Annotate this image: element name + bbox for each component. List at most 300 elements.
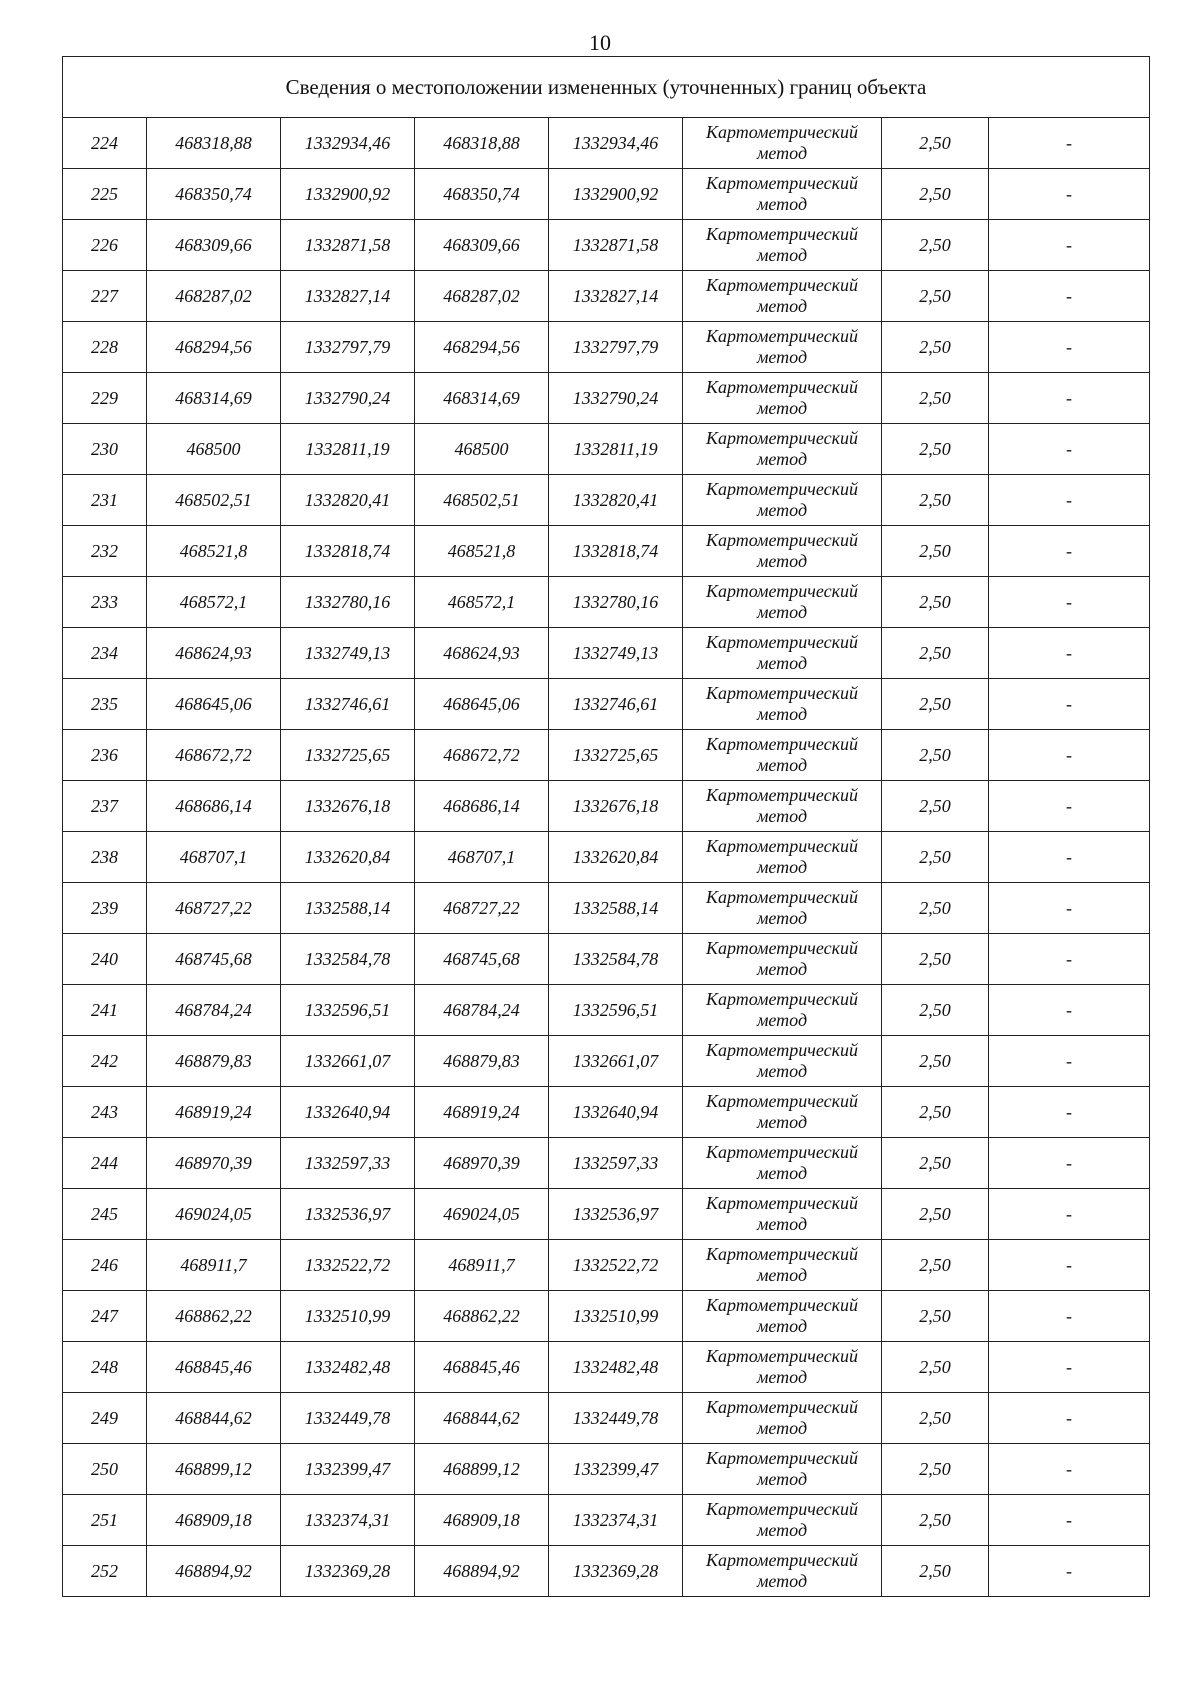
existing-x-coordinate: 468784,24 xyxy=(147,985,281,1036)
method-line-1: Картометрический xyxy=(705,1499,858,1519)
existing-y-coordinate: 1332588,14 xyxy=(281,883,415,934)
point-number: 233 xyxy=(63,577,147,628)
table-row xyxy=(63,730,1150,781)
refined-y-coordinate: 1332597,33 xyxy=(549,1138,683,1189)
refined-x-coordinate: 468919,24 xyxy=(415,1087,549,1138)
determination-method xyxy=(683,730,882,781)
refined-y-coordinate: 1332596,51 xyxy=(549,985,683,1036)
method-line-2: метод xyxy=(756,1112,808,1132)
accuracy-value: 2,50 xyxy=(882,1342,989,1393)
refined-x-coordinate: 468314,69 xyxy=(415,373,549,424)
point-number: 244 xyxy=(63,1138,147,1189)
note-cell: - xyxy=(989,985,1150,1036)
table-row xyxy=(63,1087,1150,1138)
table-body xyxy=(63,118,1150,1597)
note-cell: - xyxy=(989,781,1150,832)
accuracy-value: 2,50 xyxy=(882,1036,989,1087)
determination-method xyxy=(683,781,882,832)
existing-x-coordinate: 468686,14 xyxy=(147,781,281,832)
existing-x-coordinate: 468909,18 xyxy=(147,1495,281,1546)
determination-method xyxy=(683,1342,882,1393)
refined-x-coordinate: 468844,62 xyxy=(415,1393,549,1444)
existing-y-coordinate: 1332449,78 xyxy=(281,1393,415,1444)
determination-method xyxy=(683,1240,882,1291)
note-cell: - xyxy=(989,577,1150,628)
accuracy-value: 2,50 xyxy=(882,1087,989,1138)
existing-y-coordinate: 1332640,94 xyxy=(281,1087,415,1138)
refined-x-coordinate: 468727,22 xyxy=(415,883,549,934)
existing-y-coordinate: 1332827,14 xyxy=(281,271,415,322)
determination-method xyxy=(683,832,882,883)
method-line-2: метод xyxy=(756,551,808,571)
point-number: 225 xyxy=(63,169,147,220)
note-cell: - xyxy=(989,1138,1150,1189)
table-row xyxy=(63,1546,1150,1597)
refined-y-coordinate: 1332818,74 xyxy=(549,526,683,577)
method-line-1: Картометрический xyxy=(705,1091,858,1111)
existing-y-coordinate: 1332620,84 xyxy=(281,832,415,883)
refined-x-coordinate: 468970,39 xyxy=(415,1138,549,1189)
note-cell: - xyxy=(989,1087,1150,1138)
method-line-2: метод xyxy=(756,908,808,928)
refined-x-coordinate: 468784,24 xyxy=(415,985,549,1036)
method-line-1: Картометрический xyxy=(705,1448,858,1468)
method-line-2: метод xyxy=(756,1010,808,1030)
accuracy-value: 2,50 xyxy=(882,322,989,373)
refined-y-coordinate: 1332620,84 xyxy=(549,832,683,883)
point-number: 252 xyxy=(63,1546,147,1597)
existing-y-coordinate: 1332820,41 xyxy=(281,475,415,526)
method-line-1: Картометрический xyxy=(705,122,858,142)
existing-x-coordinate: 468318,88 xyxy=(147,118,281,169)
refined-y-coordinate: 1332640,94 xyxy=(549,1087,683,1138)
determination-method xyxy=(683,526,882,577)
point-number: 241 xyxy=(63,985,147,1036)
existing-y-coordinate: 1332746,61 xyxy=(281,679,415,730)
point-number: 240 xyxy=(63,934,147,985)
refined-x-coordinate: 468707,1 xyxy=(415,832,549,883)
method-line-2: метод xyxy=(756,1061,808,1081)
table-row xyxy=(63,628,1150,679)
existing-y-coordinate: 1332399,47 xyxy=(281,1444,415,1495)
refined-y-coordinate: 1332827,14 xyxy=(549,271,683,322)
note-cell: - xyxy=(989,1342,1150,1393)
method-line-1: Картометрический xyxy=(705,581,858,601)
refined-x-coordinate: 468521,8 xyxy=(415,526,549,577)
note-cell: - xyxy=(989,373,1150,424)
refined-x-coordinate: 468745,68 xyxy=(415,934,549,985)
determination-method xyxy=(683,475,882,526)
table-row xyxy=(63,1444,1150,1495)
table-row xyxy=(63,1138,1150,1189)
table-row xyxy=(63,985,1150,1036)
table-row xyxy=(63,1036,1150,1087)
existing-x-coordinate: 468645,06 xyxy=(147,679,281,730)
determination-method xyxy=(683,1138,882,1189)
note-cell: - xyxy=(989,220,1150,271)
existing-x-coordinate: 468894,92 xyxy=(147,1546,281,1597)
determination-method xyxy=(683,934,882,985)
accuracy-value: 2,50 xyxy=(882,526,989,577)
note-cell: - xyxy=(989,271,1150,322)
determination-method xyxy=(683,883,882,934)
determination-method xyxy=(683,271,882,322)
method-line-1: Картометрический xyxy=(705,632,858,652)
point-number: 232 xyxy=(63,526,147,577)
point-number: 239 xyxy=(63,883,147,934)
method-line-1: Картометрический xyxy=(705,530,858,550)
point-number: 249 xyxy=(63,1393,147,1444)
method-line-2: метод xyxy=(756,806,808,826)
note-cell: - xyxy=(989,934,1150,985)
method-line-2: метод xyxy=(756,959,808,979)
accuracy-value: 2,50 xyxy=(882,1393,989,1444)
table-row xyxy=(63,271,1150,322)
refined-x-coordinate: 468911,7 xyxy=(415,1240,549,1291)
existing-y-coordinate: 1332522,72 xyxy=(281,1240,415,1291)
accuracy-value: 2,50 xyxy=(882,118,989,169)
accuracy-value: 2,50 xyxy=(882,475,989,526)
table-row xyxy=(63,781,1150,832)
note-cell: - xyxy=(989,1495,1150,1546)
existing-x-coordinate: 468745,68 xyxy=(147,934,281,985)
refined-x-coordinate: 468645,06 xyxy=(415,679,549,730)
existing-y-coordinate: 1332510,99 xyxy=(281,1291,415,1342)
note-cell: - xyxy=(989,679,1150,730)
refined-x-coordinate: 468318,88 xyxy=(415,118,549,169)
method-line-1: Картометрический xyxy=(705,938,858,958)
table-row xyxy=(63,1291,1150,1342)
refined-x-coordinate: 469024,05 xyxy=(415,1189,549,1240)
note-cell: - xyxy=(989,526,1150,577)
table-row xyxy=(63,1495,1150,1546)
method-line-2: метод xyxy=(756,449,808,469)
existing-x-coordinate: 468294,56 xyxy=(147,322,281,373)
method-line-1: Картометрический xyxy=(705,326,858,346)
determination-method xyxy=(683,373,882,424)
refined-y-coordinate: 1332588,14 xyxy=(549,883,683,934)
refined-x-coordinate: 468350,74 xyxy=(415,169,549,220)
method-line-2: метод xyxy=(756,245,808,265)
existing-x-coordinate: 468727,22 xyxy=(147,883,281,934)
determination-method xyxy=(683,1546,882,1597)
determination-method xyxy=(683,1393,882,1444)
refined-x-coordinate: 468672,72 xyxy=(415,730,549,781)
note-cell: - xyxy=(989,883,1150,934)
determination-method xyxy=(683,1189,882,1240)
point-number: 242 xyxy=(63,1036,147,1087)
note-cell: - xyxy=(989,322,1150,373)
method-line-2: метод xyxy=(756,1469,808,1489)
method-line-2: метод xyxy=(756,194,808,214)
note-cell: - xyxy=(989,424,1150,475)
accuracy-value: 2,50 xyxy=(882,271,989,322)
accuracy-value: 2,50 xyxy=(882,424,989,475)
method-line-2: метод xyxy=(756,398,808,418)
table-row xyxy=(63,424,1150,475)
refined-y-coordinate: 1332797,79 xyxy=(549,322,683,373)
method-line-1: Картометрический xyxy=(705,734,858,754)
existing-x-coordinate: 468500 xyxy=(147,424,281,475)
refined-x-coordinate: 468294,56 xyxy=(415,322,549,373)
existing-y-coordinate: 1332871,58 xyxy=(281,220,415,271)
determination-method xyxy=(683,1087,882,1138)
method-line-1: Картометрический xyxy=(705,275,858,295)
point-number: 248 xyxy=(63,1342,147,1393)
refined-y-coordinate: 1332676,18 xyxy=(549,781,683,832)
note-cell: - xyxy=(989,1291,1150,1342)
determination-method xyxy=(683,424,882,475)
refined-x-coordinate: 468845,46 xyxy=(415,1342,549,1393)
method-line-2: метод xyxy=(756,1163,808,1183)
refined-y-coordinate: 1332790,24 xyxy=(549,373,683,424)
refined-y-coordinate: 1332780,16 xyxy=(549,577,683,628)
note-cell: - xyxy=(989,628,1150,679)
note-cell: - xyxy=(989,1546,1150,1597)
method-line-1: Картометрический xyxy=(705,989,858,1009)
method-line-1: Картометрический xyxy=(705,1193,858,1213)
accuracy-value: 2,50 xyxy=(882,832,989,883)
existing-x-coordinate: 468314,69 xyxy=(147,373,281,424)
existing-y-coordinate: 1332934,46 xyxy=(281,118,415,169)
method-line-2: метод xyxy=(756,1367,808,1387)
note-cell: - xyxy=(989,475,1150,526)
accuracy-value: 2,50 xyxy=(882,1189,989,1240)
determination-method xyxy=(683,985,882,1036)
method-line-2: метод xyxy=(756,602,808,622)
refined-y-coordinate: 1332369,28 xyxy=(549,1546,683,1597)
point-number: 251 xyxy=(63,1495,147,1546)
method-line-1: Картометрический xyxy=(705,377,858,397)
determination-method xyxy=(683,220,882,271)
accuracy-value: 2,50 xyxy=(882,220,989,271)
table-row xyxy=(63,169,1150,220)
point-number: 230 xyxy=(63,424,147,475)
refined-x-coordinate: 468500 xyxy=(415,424,549,475)
point-number: 246 xyxy=(63,1240,147,1291)
refined-x-coordinate: 468909,18 xyxy=(415,1495,549,1546)
refined-x-coordinate: 468309,66 xyxy=(415,220,549,271)
existing-x-coordinate: 468502,51 xyxy=(147,475,281,526)
refined-x-coordinate: 468862,22 xyxy=(415,1291,549,1342)
note-cell: - xyxy=(989,832,1150,883)
note-cell: - xyxy=(989,1444,1150,1495)
refined-y-coordinate: 1332811,19 xyxy=(549,424,683,475)
method-line-1: Картометрический xyxy=(705,1142,858,1162)
refined-x-coordinate: 468572,1 xyxy=(415,577,549,628)
existing-x-coordinate: 468911,7 xyxy=(147,1240,281,1291)
determination-method xyxy=(683,169,882,220)
table-row xyxy=(63,1393,1150,1444)
refined-y-coordinate: 1332449,78 xyxy=(549,1393,683,1444)
determination-method xyxy=(683,679,882,730)
refined-y-coordinate: 1332749,13 xyxy=(549,628,683,679)
method-line-1: Картометрический xyxy=(705,428,858,448)
page-number: 10 xyxy=(589,30,611,55)
table-row xyxy=(63,679,1150,730)
existing-y-coordinate: 1332536,97 xyxy=(281,1189,415,1240)
existing-x-coordinate: 468899,12 xyxy=(147,1444,281,1495)
determination-method xyxy=(683,322,882,373)
point-number: 245 xyxy=(63,1189,147,1240)
method-line-2: метод xyxy=(756,857,808,877)
method-line-2: метод xyxy=(756,755,808,775)
accuracy-value: 2,50 xyxy=(882,679,989,730)
table-row xyxy=(63,883,1150,934)
determination-method xyxy=(683,1291,882,1342)
existing-x-coordinate: 468844,62 xyxy=(147,1393,281,1444)
method-line-1: Картометрический xyxy=(705,1295,858,1315)
point-number: 228 xyxy=(63,322,147,373)
method-line-2: метод xyxy=(756,500,808,520)
existing-x-coordinate: 468672,72 xyxy=(147,730,281,781)
accuracy-value: 2,50 xyxy=(882,781,989,832)
table-title: Сведения о местоположении измененных (уточненных) границ объекта xyxy=(63,57,1150,118)
method-line-2: метод xyxy=(756,1214,808,1234)
method-line-2: метод xyxy=(756,653,808,673)
existing-x-coordinate: 468862,22 xyxy=(147,1291,281,1342)
table-row xyxy=(63,934,1150,985)
method-line-1: Картометрический xyxy=(705,683,858,703)
accuracy-value: 2,50 xyxy=(882,1138,989,1189)
existing-y-coordinate: 1332374,31 xyxy=(281,1495,415,1546)
note-cell: - xyxy=(989,169,1150,220)
existing-y-coordinate: 1332596,51 xyxy=(281,985,415,1036)
refined-x-coordinate: 468894,92 xyxy=(415,1546,549,1597)
point-number: 227 xyxy=(63,271,147,322)
refined-y-coordinate: 1332374,31 xyxy=(549,1495,683,1546)
point-number: 237 xyxy=(63,781,147,832)
determination-method xyxy=(683,118,882,169)
point-number: 243 xyxy=(63,1087,147,1138)
existing-x-coordinate: 468572,1 xyxy=(147,577,281,628)
existing-y-coordinate: 1332811,19 xyxy=(281,424,415,475)
accuracy-value: 2,50 xyxy=(882,1495,989,1546)
method-line-1: Картометрический xyxy=(705,224,858,244)
note-cell: - xyxy=(989,1189,1150,1240)
existing-x-coordinate: 468624,93 xyxy=(147,628,281,679)
existing-y-coordinate: 1332790,24 xyxy=(281,373,415,424)
point-number: 234 xyxy=(63,628,147,679)
method-line-1: Картометрический xyxy=(705,1550,858,1570)
table-row xyxy=(63,1189,1150,1240)
refined-x-coordinate: 468686,14 xyxy=(415,781,549,832)
note-cell: - xyxy=(989,1393,1150,1444)
accuracy-value: 2,50 xyxy=(882,985,989,1036)
refined-y-coordinate: 1332725,65 xyxy=(549,730,683,781)
method-line-1: Картометрический xyxy=(705,1346,858,1366)
method-line-1: Картометрический xyxy=(705,1040,858,1060)
existing-x-coordinate: 468879,83 xyxy=(147,1036,281,1087)
method-line-2: метод xyxy=(756,347,808,367)
determination-method xyxy=(683,1036,882,1087)
method-line-1: Картометрический xyxy=(705,887,858,907)
existing-x-coordinate: 468309,66 xyxy=(147,220,281,271)
method-line-2: метод xyxy=(756,143,808,163)
accuracy-value: 2,50 xyxy=(882,1291,989,1342)
refined-x-coordinate: 468879,83 xyxy=(415,1036,549,1087)
method-line-1: Картометрический xyxy=(705,1397,858,1417)
determination-method xyxy=(683,628,882,679)
method-line-2: метод xyxy=(756,1520,808,1540)
refined-x-coordinate: 468502,51 xyxy=(415,475,549,526)
refined-y-coordinate: 1332584,78 xyxy=(549,934,683,985)
table-row xyxy=(63,373,1150,424)
point-number: 229 xyxy=(63,373,147,424)
method-line-1: Картометрический xyxy=(705,479,858,499)
refined-y-coordinate: 1332510,99 xyxy=(549,1291,683,1342)
existing-y-coordinate: 1332482,48 xyxy=(281,1342,415,1393)
refined-y-coordinate: 1332900,92 xyxy=(549,169,683,220)
determination-method xyxy=(683,1495,882,1546)
method-line-1: Картометрический xyxy=(705,785,858,805)
point-number: 231 xyxy=(63,475,147,526)
table-row xyxy=(63,1240,1150,1291)
boundary-coordinates-table xyxy=(62,56,1150,1597)
existing-y-coordinate: 1332725,65 xyxy=(281,730,415,781)
table-row xyxy=(63,1342,1150,1393)
existing-y-coordinate: 1332676,18 xyxy=(281,781,415,832)
existing-y-coordinate: 1332597,33 xyxy=(281,1138,415,1189)
refined-x-coordinate: 468287,02 xyxy=(415,271,549,322)
refined-x-coordinate: 468624,93 xyxy=(415,628,549,679)
existing-x-coordinate: 469024,05 xyxy=(147,1189,281,1240)
table-row xyxy=(63,577,1150,628)
existing-y-coordinate: 1332780,16 xyxy=(281,577,415,628)
existing-y-coordinate: 1332818,74 xyxy=(281,526,415,577)
existing-y-coordinate: 1332797,79 xyxy=(281,322,415,373)
method-line-2: метод xyxy=(756,296,808,316)
accuracy-value: 2,50 xyxy=(882,169,989,220)
point-number: 236 xyxy=(63,730,147,781)
point-number: 224 xyxy=(63,118,147,169)
existing-x-coordinate: 468919,24 xyxy=(147,1087,281,1138)
point-number: 226 xyxy=(63,220,147,271)
method-line-2: метод xyxy=(756,1571,808,1591)
method-line-2: метод xyxy=(756,704,808,724)
accuracy-value: 2,50 xyxy=(882,1444,989,1495)
table-row xyxy=(63,475,1150,526)
refined-y-coordinate: 1332399,47 xyxy=(549,1444,683,1495)
method-line-2: метод xyxy=(756,1418,808,1438)
method-line-2: метод xyxy=(756,1265,808,1285)
existing-y-coordinate: 1332584,78 xyxy=(281,934,415,985)
existing-y-coordinate: 1332900,92 xyxy=(281,169,415,220)
accuracy-value: 2,50 xyxy=(882,1240,989,1291)
refined-x-coordinate: 468899,12 xyxy=(415,1444,549,1495)
point-number: 250 xyxy=(63,1444,147,1495)
existing-y-coordinate: 1332749,13 xyxy=(281,628,415,679)
determination-method xyxy=(683,577,882,628)
note-cell: - xyxy=(989,1240,1150,1291)
method-line-1: Картометрический xyxy=(705,1244,858,1264)
accuracy-value: 2,50 xyxy=(882,373,989,424)
accuracy-value: 2,50 xyxy=(882,883,989,934)
accuracy-value: 2,50 xyxy=(882,934,989,985)
refined-y-coordinate: 1332820,41 xyxy=(549,475,683,526)
point-number: 238 xyxy=(63,832,147,883)
existing-x-coordinate: 468970,39 xyxy=(147,1138,281,1189)
table-row xyxy=(63,322,1150,373)
existing-x-coordinate: 468521,8 xyxy=(147,526,281,577)
method-line-1: Картометрический xyxy=(705,836,858,856)
refined-y-coordinate: 1332482,48 xyxy=(549,1342,683,1393)
determination-method xyxy=(683,1444,882,1495)
note-cell: - xyxy=(989,118,1150,169)
method-line-1: Картометрический xyxy=(705,173,858,193)
existing-x-coordinate: 468845,46 xyxy=(147,1342,281,1393)
note-cell: - xyxy=(989,730,1150,781)
